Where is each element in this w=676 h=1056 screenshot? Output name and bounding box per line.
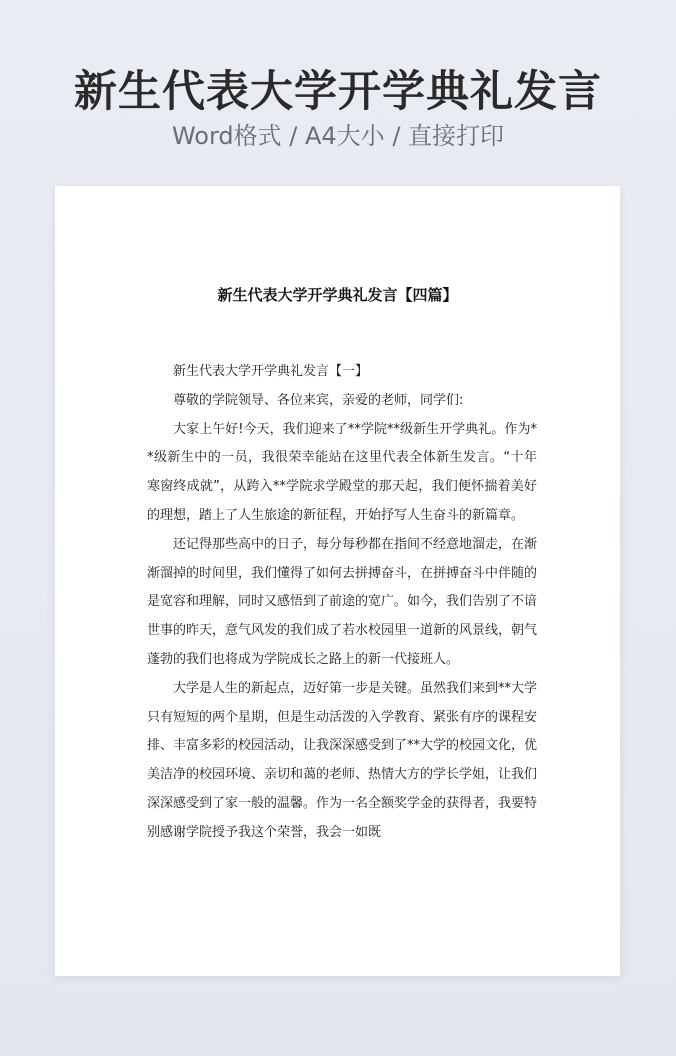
salutation-paragraph: 尊敬的学院领导、各位来宾，亲爱的老师，同学们: [173,392,464,408]
document-body [147,358,537,848]
body-paragraph: 还记得那些高中的日子，每分每秒都在指间不经意地溜走，在渐渐溜掉的时间里，我们懂得了如何去拼搏奋斗，在拼搏奋斗中伴随的是宽容和理解，同时又感悟到了前途的宽广。如今，我们告别了不谙世事的昨天，意气风发的我们成了若水校园里一道新的风景线，朝气蓬勃的我们也将成为学院成长之路上的新一代接班人。 [147,536,538,667]
document-title: 新生代表大学开学典礼发言【四篇】 [217,286,458,304]
banner-title: 新生代表大学开学典礼发言 [74,67,602,117]
banner-subtitle: Word格式 / A4大小 / 直接打印 [171,122,505,150]
document-page [55,186,620,976]
body-paragraph: 大家上午好!今天，我们迎来了**学院**级新生开学典礼。作为**级新生中的一员，我很荣幸能站在这里代表全体新生发言。“十年寒窗终成就”，从跨入**学院求学殿堂的那天起，我们便怀揣着美好的理想，踏上了人生旅途的新征程，开始抒写人生奋斗的新篇章。 [147,421,537,523]
section-heading: 新生代表大学开学典礼发言【一】 [173,364,369,379]
body-paragraph: 大学是人生的新起点，迈好第一步是关键。虽然我们来到**大学只有短短的两个星期，但是生动活泼的入学教育、紧张有序的课程安排、丰富多彩的校园活动，让我深深感受到了**大学的校园文化，优美洁净的校园环境、亲切和蔼的老师、热情大方的学长学姐，让我们深深感受到了家一般的温馨。作为一名全额奖学金的获得者，我要特别感谢学院授予我这个荣誉，我会一如既 [147,680,538,840]
